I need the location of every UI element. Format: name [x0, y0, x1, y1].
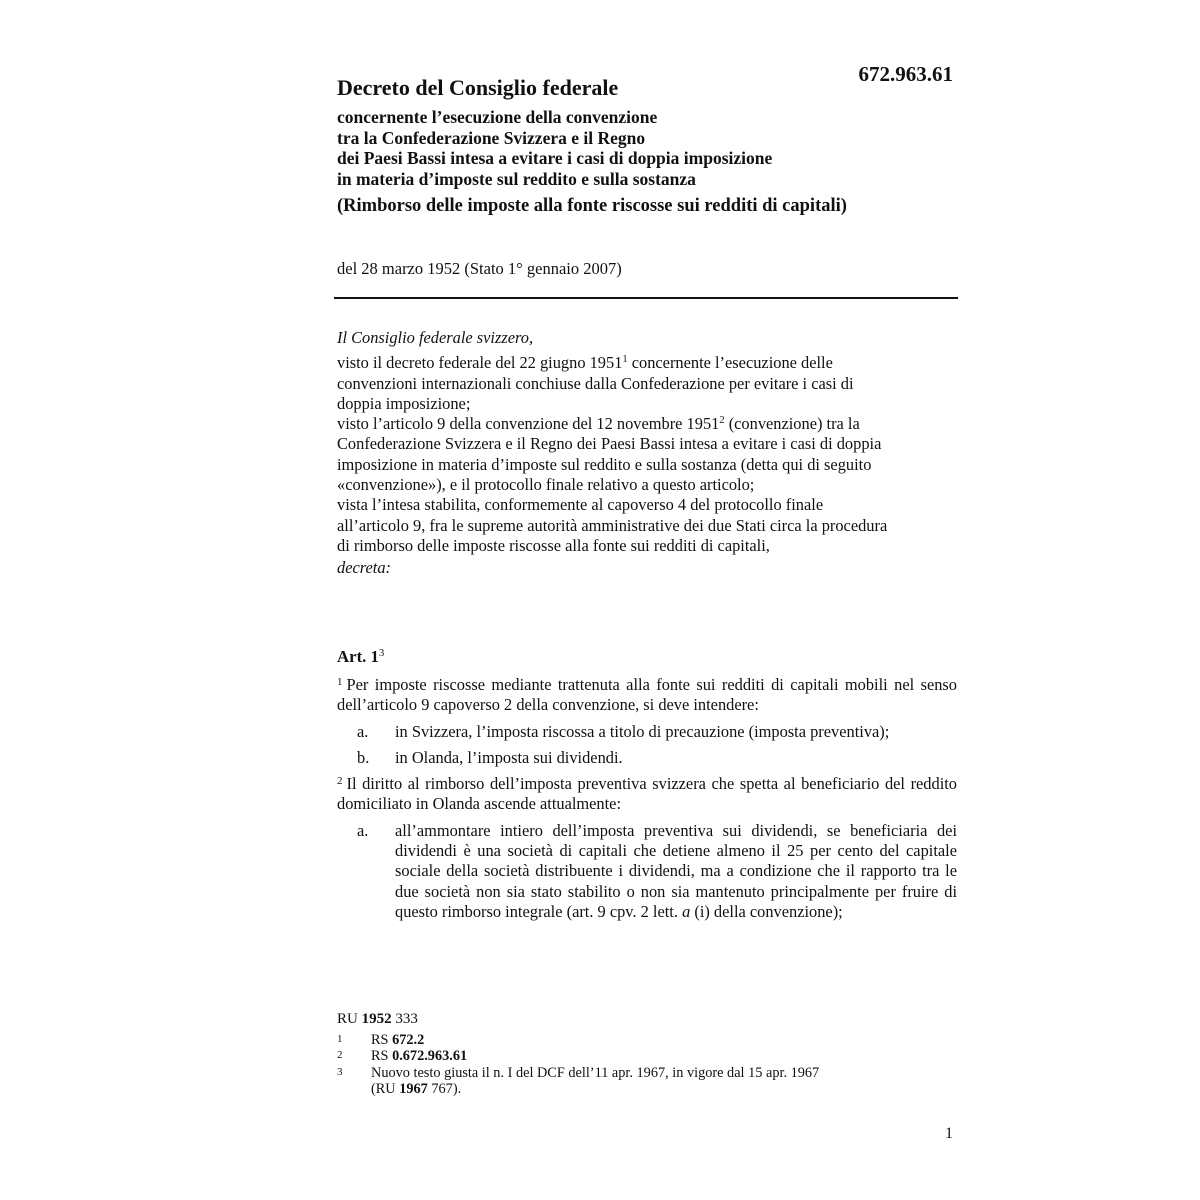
page-number: 1 [945, 1125, 953, 1142]
subtitle-line: in materia d’imposte sul reddito e sulla sostanza [337, 168, 696, 189]
ru-page: 333 [391, 1011, 418, 1027]
preamble-text: visto l’articolo 9 della convenzione del 12 novembre 1951 [337, 414, 720, 434]
preamble-text: visto il decreto federale del 22 giugno 1951 [337, 353, 623, 373]
preamble-intro: Il Consiglio federale svizzero, [337, 328, 534, 347]
preamble-text: concernente l’esecuzione delle [627, 353, 833, 373]
preamble-closing: decreta: [337, 558, 391, 578]
footnote-ref[interactable]: 2 [719, 415, 725, 427]
footnote-prefix: RS [371, 1031, 393, 1048]
preamble-line: vista l’intesa stabilita, conformemente al capoverso 4 del protocollo finale [337, 495, 824, 515]
list-letter: a. [357, 721, 369, 741]
article-heading-text: Art. 1 [337, 647, 379, 666]
preamble-line: di rimborso delle imposte riscosse alla fonte sui redditi di capitali, [337, 535, 770, 555]
preamble-line: all’articolo 9, fra le supreme autorità amministrative dei due Stati circa la procedura [337, 515, 888, 535]
subtitle-line: concernente l’esecuzione della convenzione [337, 107, 658, 127]
paragraph-number: 2 [337, 775, 343, 788]
list-item [337, 821, 957, 922]
footnote-text [371, 1048, 957, 1065]
article-list [337, 821, 957, 922]
footnote-text [371, 1032, 957, 1049]
list-text: in Olanda, l’imposta sui dividendi. [395, 747, 623, 767]
preamble [337, 328, 957, 579]
preamble-line: doppia imposizione; [337, 393, 471, 413]
preamble-line [337, 414, 957, 434]
footnotes [337, 1011, 957, 1098]
list-item [337, 722, 957, 742]
ru-prefix: RU [337, 1011, 362, 1027]
paragraph-text: Per imposte riscosse mediante trattenuta alla fonte sui redditi di capitali mobili nel senso dell’articolo 9 capoverso 2 della convenzione, si deve intendere: [337, 675, 957, 715]
subtitle-line: dei Paesi Bassi intesa a evitare i casi di doppia imposizione [337, 148, 773, 168]
footnote-line: Nuovo testo giusta il n. I del DCF dell’11 apr. 1967, in vigore dal 15 apr. 1967 [371, 1064, 820, 1081]
article-paragraph [337, 675, 957, 716]
subtitle-line: tra la Confederazione Svizzera e il Regno [337, 127, 646, 148]
list-letter: b. [357, 747, 370, 767]
footnote-ref[interactable]: 1 [622, 354, 628, 366]
document-date: del 28 marzo 1952 (Stato 1° gennaio 2007) [337, 259, 622, 278]
sr-number: 672.963.61 [858, 62, 953, 86]
preamble-line: Confederazione Svizzera e il Regno dei Paesi Bassi intesa a evitare i casi di doppia [337, 434, 882, 454]
footnote [337, 1065, 957, 1098]
list-letter: a. [357, 820, 369, 840]
footnote-number: 3 [337, 1065, 343, 1078]
footnote-text [371, 1065, 957, 1098]
list-text-part: (i) della convenzione); [690, 901, 843, 921]
footnote-prefix: (RU [371, 1081, 400, 1097]
ru-year: 1952 [361, 1011, 392, 1027]
header-divider [334, 297, 958, 299]
footnote-rest: 767). [427, 1081, 462, 1097]
preamble-line: «convenzione»), e il protocollo finale relativo a questo articolo; [337, 475, 755, 495]
list-text-part: all’ammontare intiero dell’imposta preventiva sui dividendi, se beneficiaria dei dividendi è una società di capitali che detiene almeno il 25 per cento del capitale sociale della società distribuente i dividendi, ma a condizione che il rapporto tra le due società non sia stato stabilito o non sia mantenuto principalmente per fruire di questo rimborso integrale (art. 9 cpv. 2 lett. [395, 820, 957, 921]
preamble-line: imposizione in materia d’imposte sul reddito e sulla sostanza (detta qui di seguito [337, 454, 872, 474]
footnote-ref-bold[interactable]: 0.672.963.61 [392, 1048, 468, 1064]
article-list [337, 722, 957, 769]
footnote-prefix: RS [371, 1048, 393, 1064]
preamble-text: (convenzione) tra la [724, 414, 860, 434]
footnote-number: 2 [337, 1049, 343, 1061]
list-text [395, 821, 957, 922]
list-text-italic: a [682, 901, 691, 921]
document-subtitle-parenthetical: (Rimborso delle imposte alla fonte riscosse sui redditi di capitali) [337, 196, 847, 216]
article-heading [337, 646, 637, 668]
list-item [337, 748, 957, 768]
footnote [337, 1032, 957, 1049]
footnote-ref-bold: 1967 [399, 1081, 428, 1097]
article-paragraph [337, 774, 957, 815]
footnote [337, 1048, 957, 1065]
preamble-line [337, 353, 957, 373]
document-title: Decreto del Consiglio federale [337, 75, 619, 100]
paragraph-number: 1 [337, 676, 343, 688]
article-body [337, 675, 957, 928]
paragraph-text: Il diritto al rimborso dell’imposta preventiva svizzera che spetta al beneficiario del reddito domiciliato in Olanda ascende attualmente: [337, 774, 957, 814]
list-text: in Svizzera, l’imposta riscossa a titolo di precauzione (imposta preventiva); [395, 721, 890, 741]
official-collection-ref [337, 1011, 957, 1028]
footnote-ref[interactable]: 3 [378, 648, 385, 659]
preamble-line: convenzioni internazionali conchiuse dalla Confederazione per evitare i casi di [337, 373, 854, 393]
footnote-ref-bold[interactable]: 672.2 [392, 1031, 425, 1048]
footnote-number: 1 [337, 1032, 343, 1045]
document-subtitle [337, 107, 957, 189]
